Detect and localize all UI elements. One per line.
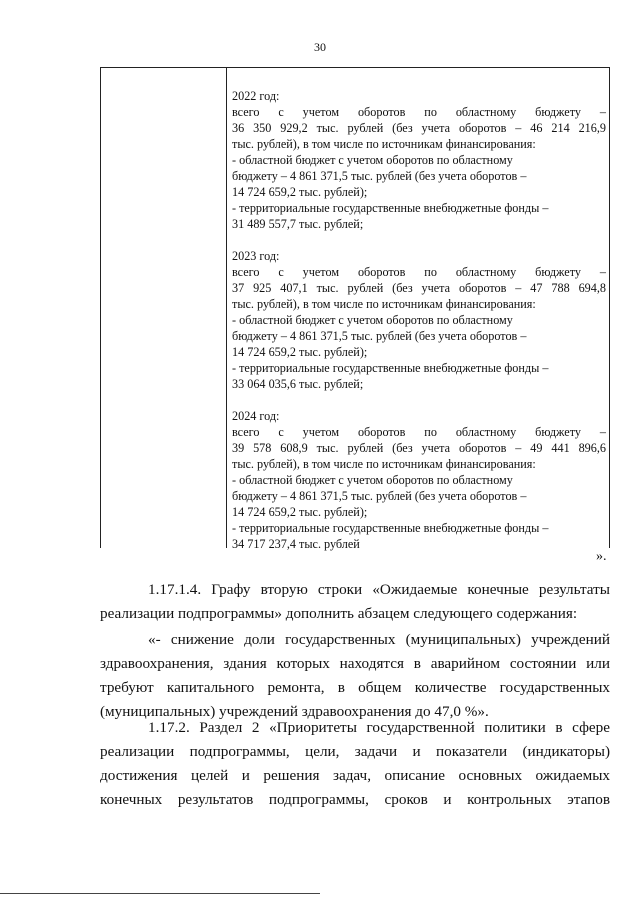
cell-line: бюджету – 4 861 371,5 тыс. рублей (без учета оборотов – [232, 169, 527, 183]
cell-line: тыс. рублей), в том числе по источникам финансирования: [232, 457, 536, 471]
cell-line: 34 717 237,4 тыс. рублей [232, 537, 360, 551]
cell-line: - областной бюджет с учетом оборотов по областному [232, 473, 513, 487]
cell-line: - территориальные государственные внебюджетные фонды – [232, 361, 549, 375]
financing-cell [232, 88, 606, 552]
cell-line: - областной бюджет с учетом оборотов по областному [232, 153, 513, 167]
cell-line: 39 578 608,9 тыс. рублей (без учета оборотов – 49 441 896,6 [232, 441, 606, 455]
column-divider [226, 68, 227, 548]
year-heading: 2022 год: [232, 89, 280, 103]
cell-line: 37 925 407,1 тыс. рублей (без учета оборотов – 47 788 694,8 [232, 281, 606, 295]
paragraph-1-17-2 [100, 716, 610, 812]
cell-line: тыс. рублей), в том числе по источникам финансирования: [232, 297, 536, 311]
cell-line: - областной бюджет с учетом оборотов по областному [232, 313, 513, 327]
paragraph-line: 1.17.2. Раздел 2 «Приоритеты государственной политики в сфере [148, 719, 610, 736]
cell-line: 14 724 659,2 тыс. рублей); [232, 505, 368, 519]
cell-line: - территориальные государственные внебюджетные фонды – [232, 201, 549, 215]
paragraph-line: здравоохранения, здания которых находятся в аварийном состоянии или [100, 655, 610, 672]
year-heading: 2024 год: [232, 409, 280, 423]
paragraph-line: реализации подпрограммы, цели, задачи и показатели (индикаторы) [100, 743, 610, 760]
cell-line: всего с учетом оборотов по областному бюджету – [232, 105, 606, 119]
closing-quote: ». [596, 549, 607, 564]
paragraph-line: (муниципальных) учреждений здравоохранения до 47,0 %». [100, 703, 489, 720]
paragraph-line: 1.17.1.4. Графу вторую строки «Ожидаемые конечные результаты [148, 581, 610, 598]
year-block-2024 [232, 408, 606, 552]
cell-line: 36 350 929,2 тыс. рублей (без учета оборотов – 46 214 216,9 [232, 121, 606, 135]
year-block-2022 [232, 88, 606, 232]
footer-rule [0, 893, 320, 894]
paragraph-line: требуют капитального ремонта, в общем количестве государственных [100, 679, 610, 696]
cell-line: тыс. рублей), в том числе по источникам финансирования: [232, 137, 536, 151]
financing-table [100, 67, 610, 551]
cell-line: всего с учетом оборотов по областному бюджету – [232, 425, 606, 439]
year-block-2023 [232, 248, 606, 392]
cell-line: бюджету – 4 861 371,5 тыс. рублей (без учета оборотов – [232, 489, 527, 503]
paragraph-line: реализации подпрограммы» дополнить абзацем следующего содержания: [100, 605, 578, 622]
paragraph-1-17-1-4 [100, 578, 610, 626]
year-heading: 2023 год: [232, 249, 280, 263]
cell-line: 14 724 659,2 тыс. рублей); [232, 345, 368, 359]
paragraph-line: «- снижение доли государственных (муниципальных) учреждений [148, 631, 610, 648]
cell-line: бюджету – 4 861 371,5 тыс. рублей (без учета оборотов – [232, 329, 527, 343]
cell-line: 14 724 659,2 тыс. рублей); [232, 185, 368, 199]
cell-line: 33 064 035,6 тыс. рублей; [232, 377, 364, 391]
paragraph-line: достижения целей и решения задач, описание основных ожидаемых [100, 767, 610, 784]
cell-line: - территориальные государственные внебюджетные фонды – [232, 521, 549, 535]
cell-line: всего с учетом оборотов по областному бюджету – [232, 265, 606, 279]
paragraph-line: конечных результатов подпрограммы, сроков и контрольных этапов [100, 791, 610, 808]
paragraph-quoted-addition [100, 628, 610, 724]
page-number: 30 [314, 40, 326, 54]
cell-line: 31 489 557,7 тыс. рублей; [232, 217, 364, 231]
